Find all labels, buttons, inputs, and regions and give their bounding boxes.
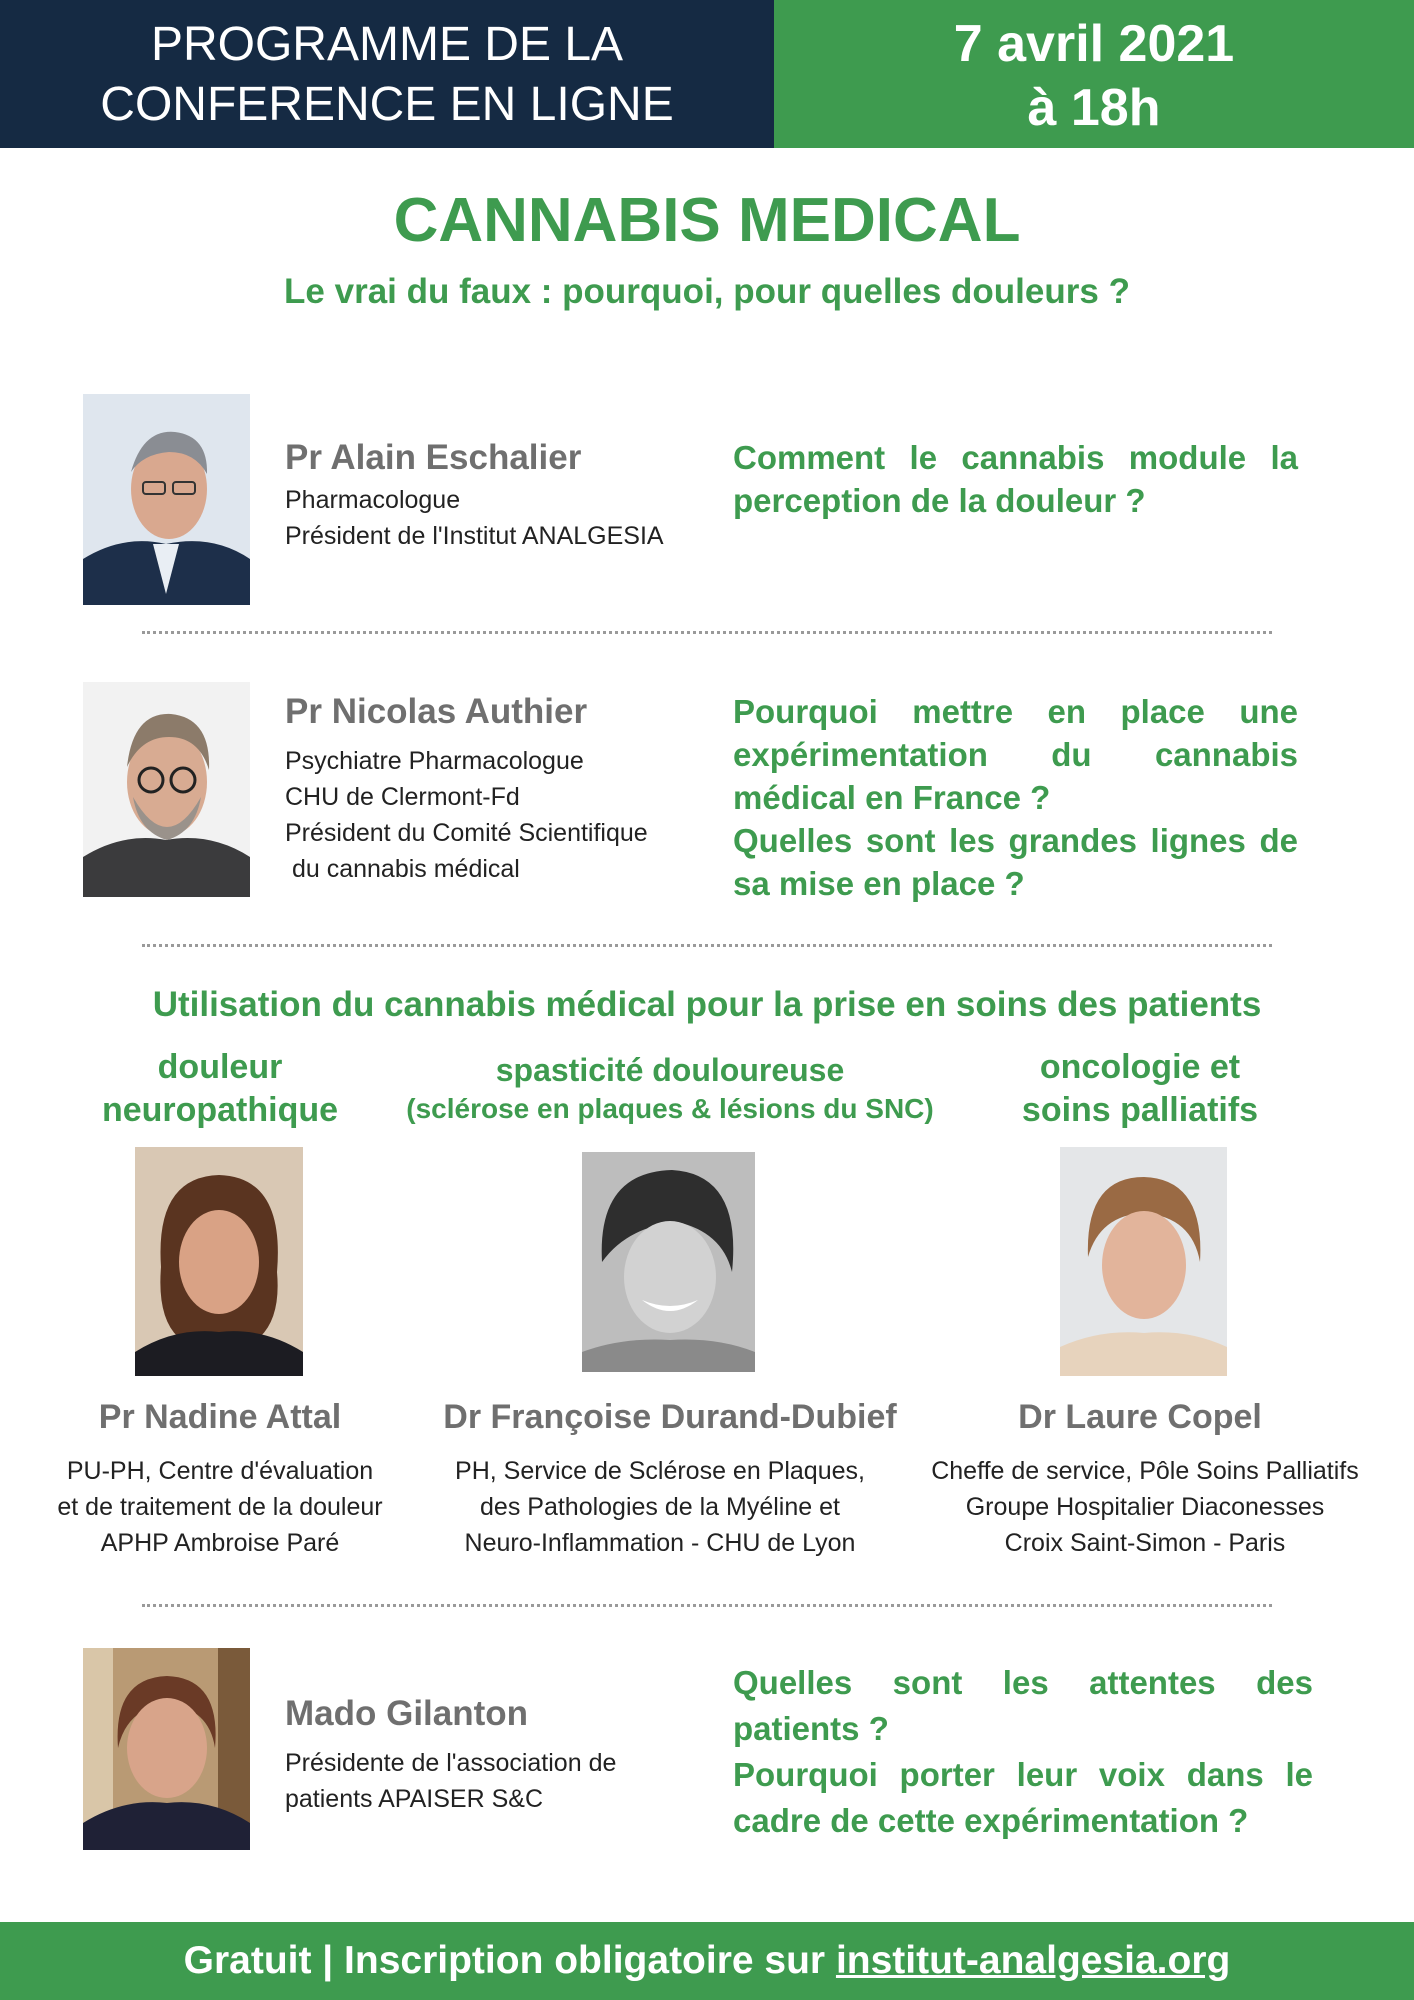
speaker-credentials bbox=[285, 743, 648, 887]
talk-topic bbox=[733, 690, 1298, 905]
credential-line: du cannabis médical bbox=[285, 855, 520, 883]
programme-line: PROGRAMME DE LA bbox=[150, 18, 624, 71]
topic-line: Comment le cannabis module la perception de la douleur ? bbox=[733, 439, 1298, 519]
section-divider bbox=[142, 944, 1272, 947]
talk-topic bbox=[733, 1660, 1313, 1844]
column-heading-line: oncologie et bbox=[1039, 1048, 1241, 1086]
header-banner bbox=[0, 0, 1414, 148]
topic-line: Quelles sont les grandes lignes de sa mise en place ? bbox=[733, 822, 1298, 902]
section-divider bbox=[142, 1604, 1272, 1607]
speaker-credentials bbox=[910, 1453, 1380, 1561]
event-date-line: 7 avril 2021 bbox=[953, 15, 1235, 73]
credential-line: et de traitement de la douleur bbox=[57, 1493, 383, 1521]
page-title: CANNABIS MEDICAL bbox=[393, 186, 1021, 255]
event-time-line: à 18h bbox=[1027, 79, 1161, 137]
credential-line: Président du Comité Scientifique bbox=[285, 819, 648, 847]
credential-line: APHP Ambroise Paré bbox=[100, 1529, 340, 1557]
topic-line: Quelles sont les attentes des patients ? bbox=[733, 1664, 1313, 1747]
column-heading-line: spasticité douloureuse bbox=[495, 1052, 845, 1088]
credential-line: Président de l'Institut ANALGESIA bbox=[285, 522, 664, 550]
speaker-credentials bbox=[285, 1745, 616, 1817]
speaker-name: Dr Françoise Durand-Dubief bbox=[443, 1398, 897, 1436]
speaker-credentials bbox=[285, 482, 664, 554]
speaker-photo-durand-dubief bbox=[582, 1152, 755, 1372]
event-date bbox=[774, 0, 1414, 148]
speaker-photo-attal bbox=[135, 1147, 303, 1376]
credential-line: PH, Service de Sclérose en Plaques, bbox=[455, 1457, 865, 1485]
speaker-photo-gilanton bbox=[83, 1648, 250, 1850]
speaker-photo-copel bbox=[1060, 1147, 1227, 1376]
topic-line: Pourquoi mettre en place une expérimentation du cannabis médical en France ? bbox=[733, 693, 1298, 816]
topic-line: Pourquoi porter leur voix dans le cadre de cette expérimentation ? bbox=[733, 1756, 1313, 1839]
page-subtitle: Le vrai du faux : pourquoi, pour quelles douleurs ? bbox=[284, 272, 1130, 311]
column-heading-line: (sclérose en plaques & lésions du SNC) bbox=[406, 1093, 934, 1124]
speaker-name: Mado Gilanton bbox=[285, 1694, 529, 1733]
credential-line: CHU de Clermont-Fd bbox=[285, 783, 520, 811]
column-heading-line: neuropathique bbox=[101, 1091, 339, 1129]
credential-line: patients APAISER S&C bbox=[285, 1785, 543, 1813]
section-heading: Utilisation du cannabis médical pour la prise en soins des patients bbox=[152, 985, 1262, 1024]
footer-banner bbox=[0, 1922, 1414, 2000]
credential-line: Psychiatre Pharmacologue bbox=[285, 747, 584, 775]
programme-heading bbox=[0, 0, 774, 148]
speaker-photo-eschalier bbox=[83, 394, 250, 605]
credential-line: Cheffe de service, Pôle Soins Palliatifs bbox=[931, 1457, 1359, 1485]
credential-line: Groupe Hospitalier Diaconesses bbox=[965, 1493, 1325, 1521]
credential-line: Pharmacologue bbox=[285, 486, 461, 514]
column-heading-line: soins palliatifs bbox=[1021, 1091, 1259, 1129]
registration-link[interactable]: institut-analgesia.org bbox=[835, 1939, 1231, 1982]
column-heading-spasticity bbox=[400, 1050, 940, 1128]
speaker-name: Dr Laure Copel bbox=[1018, 1398, 1262, 1436]
column-heading-oncology bbox=[980, 1046, 1300, 1132]
speaker-photo-authier bbox=[83, 682, 250, 897]
programme-line: CONFERENCE EN LIGNE bbox=[100, 78, 674, 131]
column-heading-neuropathic bbox=[60, 1046, 380, 1132]
credential-line: des Pathologies de la Myéline et bbox=[480, 1493, 840, 1521]
footer-text: Gratuit | Inscription obligatoire sur bbox=[183, 1939, 836, 1982]
speaker-credentials bbox=[20, 1453, 420, 1561]
speaker-credentials bbox=[420, 1453, 900, 1561]
credential-line: PU-PH, Centre d'évaluation bbox=[66, 1457, 374, 1485]
column-heading-line: douleur bbox=[157, 1048, 283, 1086]
speaker-name: Pr Nadine Attal bbox=[98, 1398, 342, 1436]
talk-topic bbox=[733, 436, 1298, 522]
credential-line: Neuro-Inflammation - CHU de Lyon bbox=[464, 1529, 856, 1557]
speaker-name: Pr Nicolas Authier bbox=[285, 692, 588, 731]
section-divider bbox=[142, 631, 1272, 634]
speaker-name: Pr Alain Eschalier bbox=[285, 438, 582, 477]
credential-line: Présidente de l'association de bbox=[285, 1749, 617, 1777]
credential-line: Croix Saint-Simon - Paris bbox=[1004, 1529, 1286, 1557]
